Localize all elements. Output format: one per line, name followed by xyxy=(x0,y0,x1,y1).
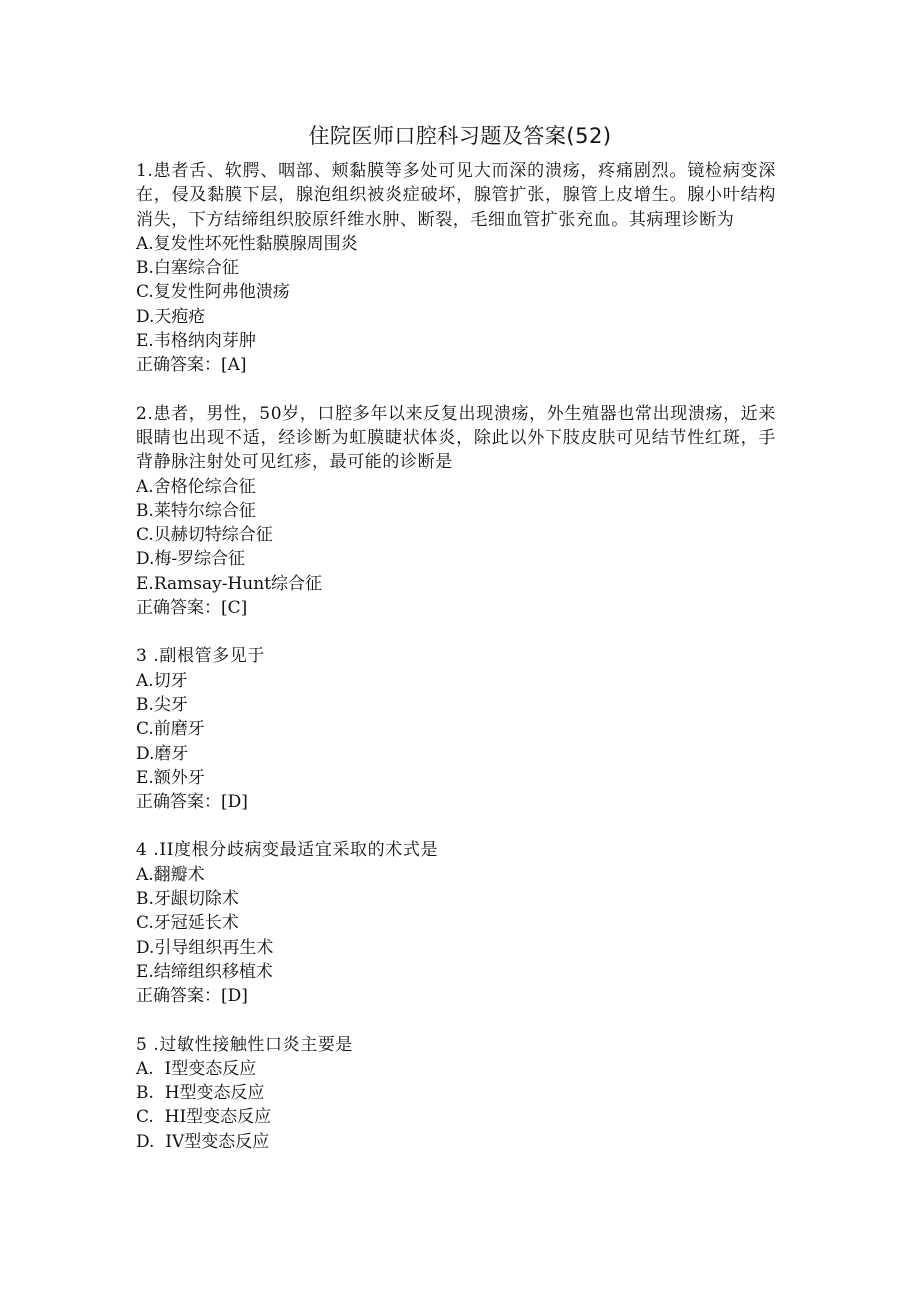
question-stem: 3 .副根管多见于 xyxy=(136,646,266,667)
option-c: C.贝赫切特综合征 xyxy=(136,525,273,546)
question-stem: 5 .过敏性接触性口炎主要是 xyxy=(136,1034,354,1055)
correct-answer: 正确答案：[D] xyxy=(136,792,248,813)
question-list xyxy=(136,159,776,1178)
option-a: A. I型变态反应 xyxy=(136,1058,257,1079)
option-d: D.梅-罗综合征 xyxy=(136,549,246,570)
option-list xyxy=(136,863,776,984)
option-b: B.莱特尔综合征 xyxy=(136,500,256,521)
question-stem: 2.患者，男性，50岁，口腔多年以来反复出现溃疡，外生殖器也常出现溃疡，近来眼睛也出现不适，经诊断为虹膜睫状体炎，除此以外下肢皮肤可见结节性红斑，手背静脉注射处可见红疹，最可能的诊断是 xyxy=(136,403,776,473)
option-c: C.牙冠延长术 xyxy=(136,913,239,934)
question-stem: 4 .II度根分歧病变最适宜采取的术式是 xyxy=(136,840,439,861)
correct-answer: 正确答案：[A] xyxy=(136,355,247,376)
option-c: C.前磨牙 xyxy=(136,719,205,740)
option-d: D.引导组织再生术 xyxy=(136,937,274,958)
option-e: E.Ramsay-Hunt综合征 xyxy=(136,573,323,594)
option-b: B.尖牙 xyxy=(136,694,188,715)
option-c: C. HI型变态反应 xyxy=(136,1107,272,1128)
option-c: C.复发性阿弗他溃疡 xyxy=(136,282,290,303)
option-list xyxy=(136,475,776,596)
option-b: B. H型变态反应 xyxy=(136,1083,265,1104)
question-1 xyxy=(136,159,776,378)
question-5 xyxy=(136,1033,776,1154)
option-list xyxy=(136,669,776,790)
option-a: A.切牙 xyxy=(136,670,188,691)
option-list xyxy=(136,232,776,353)
correct-answer: 正确答案：[D] xyxy=(136,986,248,1007)
option-b: B.牙龈切除术 xyxy=(136,889,239,910)
option-d: D.天疱疮 xyxy=(136,306,206,327)
correct-answer: 正确答案：[C] xyxy=(136,598,248,619)
option-a: A.翻瓣术 xyxy=(136,864,205,885)
question-4 xyxy=(136,838,776,1008)
option-d: D.磨牙 xyxy=(136,743,189,764)
option-b: B.白塞综合征 xyxy=(136,258,239,279)
option-d: D. IV型变态反应 xyxy=(136,1131,270,1152)
question-stem: 1.患者舌、软腭、咽部、颊黏膜等多处可见大而深的溃疡，疼痛剧烈。镜检病变深在，侵及黏膜下层，腺泡组织被炎症破坏，腺管扩张，腺管上皮增生。腺小叶结构消失，下方结缔组织胶原纤维水肿、断裂，毛细血管扩张充血。其病理诊断为 xyxy=(136,161,776,230)
question-2 xyxy=(136,402,776,621)
question-3 xyxy=(136,644,776,814)
option-e: E.额外牙 xyxy=(136,767,205,788)
option-e: E.韦格纳肉芽肿 xyxy=(136,331,256,352)
option-a: A.舍格伦综合征 xyxy=(136,476,256,497)
page-title: 住院医师口腔科习题及答案(52) xyxy=(308,124,612,148)
option-a: A.复发性坏死性黏膜腺周围炎 xyxy=(136,233,358,254)
option-list xyxy=(136,1057,776,1154)
option-e: E.结缔组织移植术 xyxy=(136,961,273,982)
